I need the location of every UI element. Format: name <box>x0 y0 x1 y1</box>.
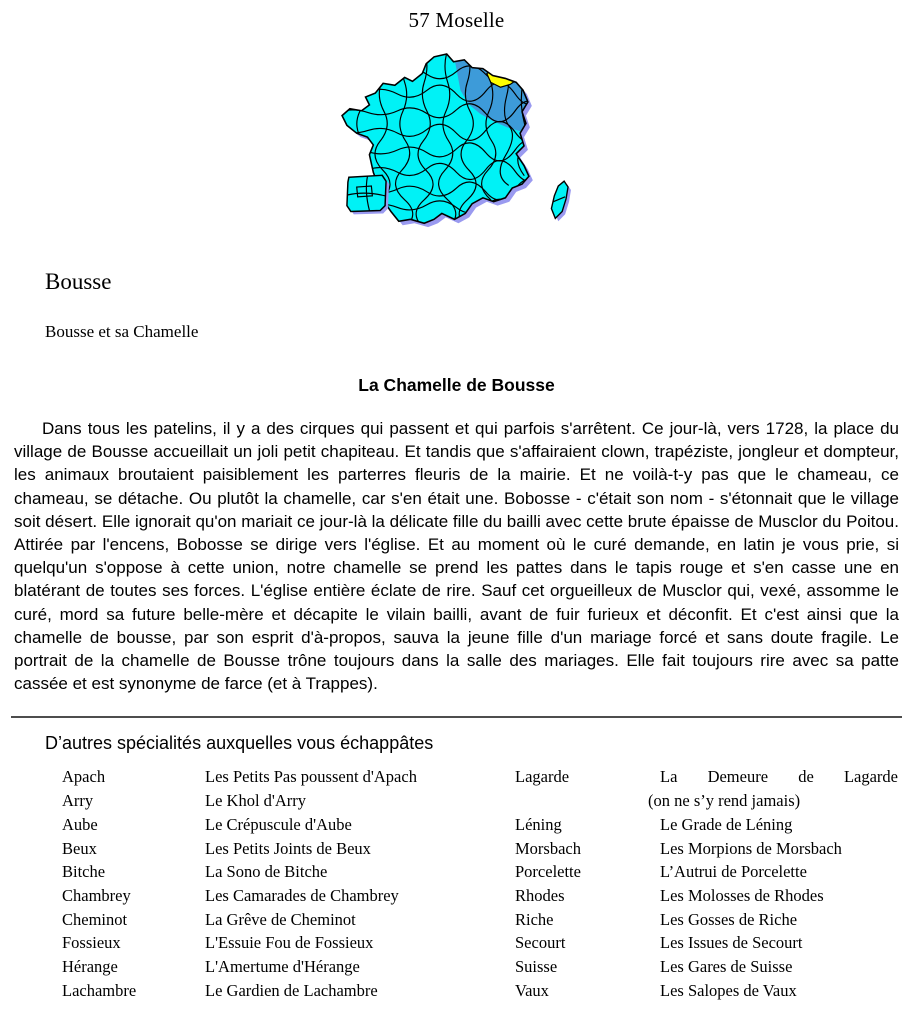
place-name: Lagarde <box>515 767 570 787</box>
list-item <box>515 908 898 932</box>
place-specialty: Les Gosses de Riche <box>660 909 798 929</box>
commune-subtitle: Bousse et sa Chamelle <box>45 322 199 341</box>
place-specialty: Le Grade de Léning <box>660 814 793 834</box>
list-item <box>62 860 462 884</box>
place-name: Cheminot <box>62 909 128 929</box>
list-item <box>62 908 462 932</box>
place-specialty: La Grêve de Cheminot <box>205 909 356 929</box>
story-title: La Chamelle de Bousse <box>358 375 555 395</box>
list-item <box>62 931 462 955</box>
section-divider <box>11 716 902 718</box>
place-specialty: Le Gardien de Lachambre <box>205 980 378 1000</box>
specialties-right-list <box>515 765 913 1002</box>
place-specialty-note: (on ne s’y rend jamais) <box>648 791 801 811</box>
list-item <box>62 884 462 908</box>
list-item <box>515 813 898 837</box>
list-item <box>62 789 462 813</box>
list-item <box>515 765 898 812</box>
place-name: Secourt <box>515 933 566 953</box>
list-item <box>62 979 462 1003</box>
specialties-heading: D’autres spécialités auxquelles vous échappâtes <box>45 733 434 754</box>
place-name: Chambrey <box>62 885 131 905</box>
place-name: Riche <box>515 909 554 929</box>
list-item <box>515 979 898 1003</box>
specialties-lists <box>0 765 913 1002</box>
list-item <box>515 860 898 884</box>
place-name: Rhodes <box>515 885 565 905</box>
place-name: Morsbach <box>515 838 581 858</box>
place-specialty: Les Camarades de Chambrey <box>205 885 399 905</box>
place-name: Léning <box>515 814 562 834</box>
place-specialty: La Demeure de Lagarde <box>660 767 898 787</box>
place-name: Beux <box>62 838 97 858</box>
france-map <box>339 53 574 239</box>
place-specialty: L’Autrui de Porcelette <box>660 862 807 882</box>
place-name: Vaux <box>515 980 549 1000</box>
place-name: Hérange <box>62 957 118 977</box>
place-name: Suisse <box>515 957 558 977</box>
place-specialty: Le Khol d'Arry <box>205 791 307 811</box>
place-name: Porcelette <box>515 862 581 882</box>
list-item <box>515 931 898 955</box>
place-name: Aube <box>62 814 98 834</box>
place-specialty: Les Salopes de Vaux <box>660 980 797 1000</box>
place-specialty: Les Petits Pas poussent d'Apach <box>205 767 417 787</box>
place-name: Bitche <box>62 862 106 882</box>
place-name: Fossieux <box>62 933 121 953</box>
page-title: 57 Moselle <box>408 8 505 32</box>
place-name: Arry <box>62 791 94 811</box>
specialties-left-list <box>62 765 462 1002</box>
list-item <box>515 884 898 908</box>
place-specialty: L'Essuie Fou de Fossieux <box>205 933 374 953</box>
place-specialty: Les Molosses de Rhodes <box>660 885 824 905</box>
list-item <box>62 837 462 861</box>
list-item <box>62 765 462 789</box>
france-map-illustration <box>339 53 574 234</box>
list-item <box>62 955 462 979</box>
place-name: Lachambre <box>62 980 137 1000</box>
commune-heading: Bousse <box>45 269 112 294</box>
place-name: Apach <box>62 767 106 787</box>
list-item <box>515 837 898 861</box>
story-paragraph: Dans tous les patelins, il y a des cirques qui passent et qui parfois s'arrêtent. Ce jour-là, vers 1728, la place du village de Bousse accueillait un joli petit chapiteau. Et tandis que s'affairaient clown, trapéziste, jongleur et dompteur, les animaux broutaient paisiblement les parterres fleuris de la mairie. Et ne voilà-t-y pas que le chameau, ce chameau, se détache. Ou plutôt la chamelle, car s'en était une. Bobosse - c'était son nom - s'étonnait que le village soit désert. Elle ignorait qu'on mariait ce jour-là la délicate fille du bailli avec cette brute épaisse de Musclor du Poitou. Attirée par l'encens, Bobosse se dirige vers l'église. Et au moment où le curé demande, en latin je vous prie, si quelqu'un s'oppose à cette union, notre chamelle se prend les pattes dans le tapis rouge et s'en casse une en blatérant de toutes ses forces. L'église entière éclate de rire. Sauf cet orgueilleux de Musclor qui, vexé, assomme le curé, mord sa future belle-mère et décapite le vilain bailli, avant de fuir furieux et déconfit. Et c'est ainsi que la chamelle de bousse, par son esprit d'à-propos, sauva la jeune fille d'un mariage forcé et sans doute fragile. Le portrait de la chamelle de Bousse trône toujours dans la salle des mariages. Elle fait toujours rire avec sa patte cassée et est synonyme de farce (et à Trappes). <box>14 419 899 694</box>
place-specialty: Le Crépuscule d'Aube <box>205 814 352 834</box>
place-specialty: La Sono de Bitche <box>205 862 328 882</box>
list-item <box>62 813 462 837</box>
place-specialty: Les Gares de Suisse <box>660 957 793 977</box>
place-specialty: Les Petits Joints de Beux <box>205 838 371 858</box>
place-specialty: L'Amertume d'Hérange <box>205 957 360 977</box>
place-specialty: Les Issues de Secourt <box>660 933 803 953</box>
place-specialty: Les Morpions de Morsbach <box>660 838 842 858</box>
list-item <box>515 955 898 979</box>
